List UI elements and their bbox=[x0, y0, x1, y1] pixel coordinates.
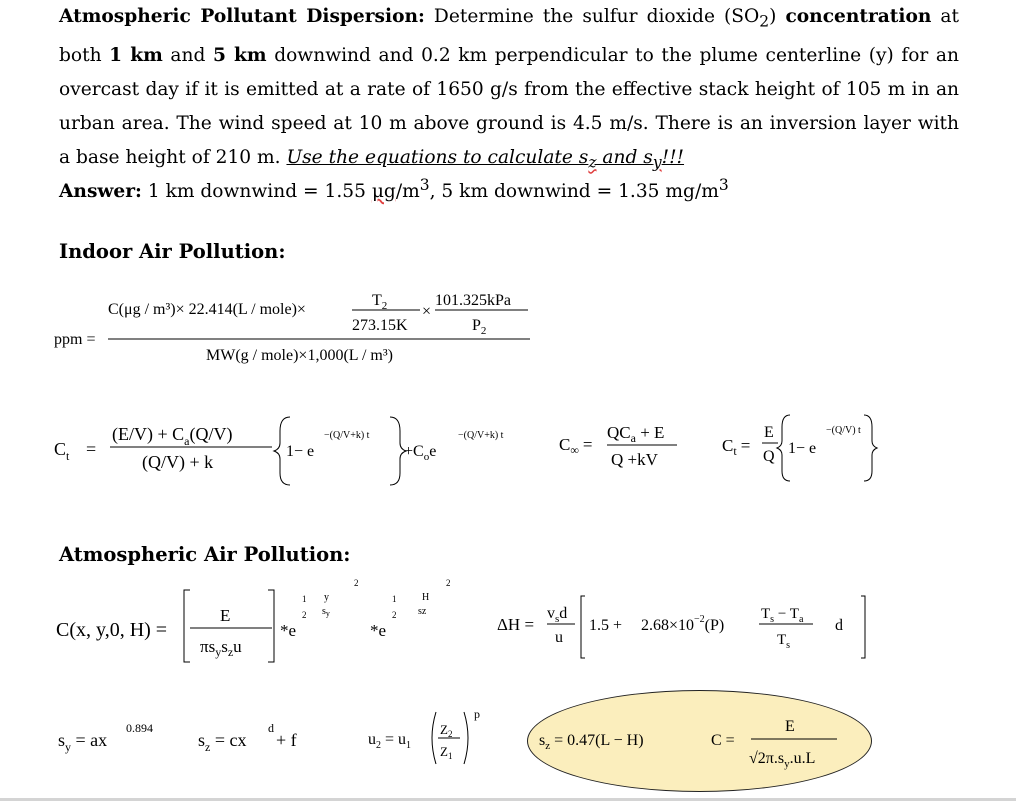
wind-profile-equation bbox=[366, 704, 496, 768]
dh-ts-den: $T_s$ bbox=[777, 632, 791, 651]
svg-text:p: p bbox=[474, 707, 480, 721]
svg-text:1− e: 1− e bbox=[788, 440, 817, 457]
dh-ts-ta: $T_s - T_a$ bbox=[761, 606, 804, 625]
svg-text:1: 1 bbox=[392, 594, 397, 604]
ct-lhs: $C_t$ bbox=[54, 439, 70, 463]
u2-expr: $u_2 = u_1$ bbox=[368, 731, 412, 751]
svg-text:d: d bbox=[835, 617, 843, 634]
svg-text:2: 2 bbox=[446, 578, 451, 588]
gauss-E: E bbox=[220, 606, 231, 625]
oval-denominator: $√2\pi.s_y.u.L$ bbox=[749, 750, 816, 770]
ct2-Q: Q bbox=[763, 448, 775, 465]
dh-vsd: $v_sd$ bbox=[547, 605, 568, 625]
gauss-sy: $s_y$ bbox=[322, 606, 330, 618]
ppm-p2: $P_2$ bbox=[472, 317, 487, 337]
plume-rise-equation bbox=[495, 592, 875, 664]
svg-text:1− e: 1− e bbox=[286, 443, 315, 460]
instruction-text: Use the equations to calculate $s_z$ and $s_y$!!! bbox=[286, 146, 685, 172]
svg-text:2: 2 bbox=[302, 610, 307, 620]
svg-text:1: 1 bbox=[302, 594, 307, 604]
ppm-lhs: ppm = bbox=[54, 331, 96, 348]
svg-text:*e: *e bbox=[280, 621, 297, 640]
oval-C: C = bbox=[711, 732, 735, 749]
sz-equation bbox=[196, 712, 326, 762]
sy-expr: $s_y$ = ax bbox=[58, 730, 108, 754]
cinf-lhs: $C_\infty$ = bbox=[559, 435, 593, 457]
heading-atmospheric: Atmospheric Air Pollution: bbox=[59, 543, 351, 566]
ppm-denominator: MW(g / mole)×1,000(L / m³) bbox=[206, 347, 393, 364]
gaussian-equation bbox=[54, 576, 474, 671]
ppm-equation bbox=[50, 282, 550, 372]
svg-text:H: H bbox=[422, 592, 430, 603]
cinf-equation bbox=[555, 412, 685, 482]
answer-line: Answer: 1 km downwind = 1.55 $\mu g/m^3$, 5 km downwind = 1.35 $mg/m^3$ bbox=[59, 176, 729, 203]
ct2-E: E bbox=[764, 424, 774, 441]
svg-text:u: u bbox=[555, 629, 563, 646]
svg-text:+ f: + f bbox=[276, 730, 297, 750]
svg-text:sz: sz bbox=[418, 606, 427, 617]
svg-text:×: × bbox=[422, 303, 432, 320]
gauss-denominator: $\pi s_ys_zu$ bbox=[200, 637, 242, 659]
ct-co: $+C_oe$ bbox=[404, 443, 437, 463]
sz-expr: $s_z$ = cx bbox=[198, 730, 247, 754]
ct-exponent: −(Q/V+k) t bbox=[324, 430, 370, 441]
svg-text:2: 2 bbox=[354, 578, 359, 588]
dh-lhs: ΔH = bbox=[497, 615, 535, 634]
z2: $Z_2$ bbox=[440, 722, 453, 739]
ct2-equation bbox=[718, 405, 888, 487]
dh-coef: $2.68\times 10^{-2}(P)$ bbox=[641, 614, 725, 634]
svg-text:2: 2 bbox=[392, 610, 397, 620]
ct-numerator: $(E/V) + C_a(Q/V)$ bbox=[112, 424, 233, 448]
ct-denominator: (Q/V) + k bbox=[142, 452, 214, 472]
oval-equations bbox=[535, 705, 865, 777]
problem-statement: Atmospheric Pollutant Dispersion: Determine the sulfur dioxide $(SO_2)$ concentration at both 1 km and 5 km downwind and 0.2 km perpendicular to the plume centerline (y) for an overcast day if it is emitted at a rate of 1650 g/s from the effective stack height of 105 m in an urban area. The wind speed at 10 m above ground is 4.5 m/s. There is an inversion layer with a base height of 210 m. Use the equations to calculate $s_z$ and $s_y$!!! bbox=[59, 6, 959, 172]
ppm-kpa: 101.325kPa bbox=[435, 292, 511, 309]
oval-sz: $s_z = 0.47(L - H)$ bbox=[539, 732, 644, 752]
cinf-numerator: $QC_a + E$ bbox=[607, 423, 665, 445]
dh-body: 1.5 + bbox=[589, 617, 623, 634]
sy-exponent: 0.894 bbox=[126, 721, 153, 735]
ct-equation bbox=[50, 405, 550, 495]
cinf-denominator: Q +kV bbox=[611, 450, 658, 469]
ct2-lhs: $C_t$ = bbox=[722, 436, 751, 458]
svg-text:d: d bbox=[268, 721, 274, 735]
ppm-273: 273.15K bbox=[352, 317, 408, 334]
sy-equation bbox=[56, 712, 176, 762]
heading-indoor: Indoor Air Pollution: bbox=[59, 240, 286, 263]
gauss-lhs: C(x, y,0, H) = bbox=[56, 619, 168, 641]
z1: $Z_1$ bbox=[440, 744, 453, 761]
svg-text:=: = bbox=[86, 439, 97, 459]
svg-text:E: E bbox=[785, 718, 795, 735]
svg-text:*e: *e bbox=[370, 621, 387, 640]
ppm-numerator: C(μg / m³)× 22.414(L / mole)× bbox=[108, 301, 306, 318]
ppm-t2: $T_2$ bbox=[372, 292, 388, 312]
svg-text:−(Q/V+k) t: −(Q/V+k) t bbox=[458, 430, 504, 441]
ct2-exponent: −(Q/V) t bbox=[826, 425, 861, 436]
svg-text:y: y bbox=[324, 592, 329, 603]
problem-title: Atmospheric Pollutant Dispersion: bbox=[59, 6, 425, 27]
